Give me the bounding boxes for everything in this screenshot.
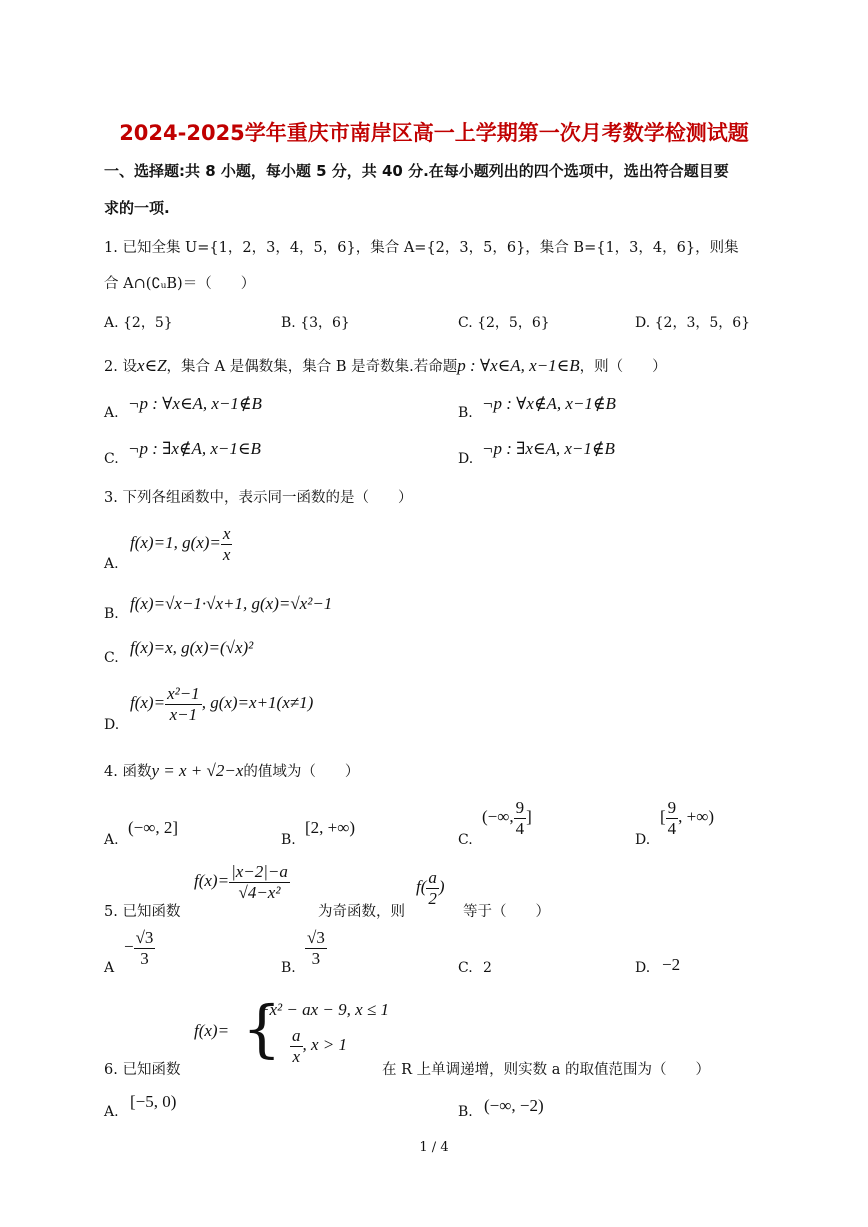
q1-option-b: B. {3，6} [281, 315, 350, 331]
q4-option-d: [ $\frac{9}{4}$ , +∞) [660, 798, 715, 838]
q1-stem-line2: 合 A∩(∁ᵤB)＝（ ） [104, 276, 256, 292]
q4-label-c: C. [458, 832, 473, 848]
q4-option-b: [2, +∞) [305, 818, 356, 837]
q1-stem-line1: 1. 已知全集 U={1，2，3，4，5，6}，集合 A={2，3，5，6}，集合 B={1，3，4，6}，则集 [104, 240, 739, 256]
q5-stem-pre: 5. 已知函数 [104, 904, 181, 920]
q6-stem-pre: 6. 已知函数 [104, 1062, 181, 1078]
q5-option-c: 2 [483, 960, 492, 976]
q1-option-a: A. {2，5} [104, 315, 173, 331]
q5-function: f(x)= $\frac{|x-2|-a}{\text{√4−x²}}$ [194, 862, 288, 902]
section-heading-line2: 求的一项. [104, 199, 170, 217]
q6-case1: −x² − ax − 9, x ≤ 1 [258, 1000, 389, 1019]
q1-option-d: D. {2，3，5，6} [635, 315, 751, 331]
q5-stem-post: 等于（ ） [463, 904, 550, 920]
q4-option-c: (−∞, $\frac{9}{4}$ ] [482, 798, 532, 838]
q3-option-b: f(x)=√x−1·√x+1, g(x)=√x²−1 [130, 594, 333, 613]
page-number: 1 / 4 [419, 1140, 449, 1155]
q3-label-c: C. [104, 650, 119, 666]
q6-option-a: [−5, 0) [130, 1092, 177, 1111]
q6-stem-post: 在 R 上单调递增，则实数 a 的取值范围为（ ） [382, 1062, 710, 1078]
q2-label-a: A. [104, 405, 119, 421]
q5-option-b: $\frac{√3}{3}$ [307, 928, 325, 968]
q5-label-a: A [104, 960, 115, 976]
q6-option-b: (−∞, −2) [484, 1096, 544, 1115]
piecewise-brace: { [242, 992, 282, 1065]
q4-option-a: (−∞, 2] [128, 818, 179, 837]
page-title: 2024-2025学年重庆市南岸区高一上学期第一次月考数学检测试题 [119, 121, 749, 145]
q5-label-b: B. [281, 960, 296, 976]
q1-option-c: C. {2，5，6} [458, 315, 550, 331]
q5-stem-mid: 为奇函数，则 [318, 904, 405, 920]
q2-option-c: ¬p : ∃x∉A, x−1∈B [128, 439, 261, 458]
q4-label-b: B. [281, 832, 296, 848]
q3-option-d: f(x)= $\frac{\text{x²−1}}{x-1}$ , g(x)=x+1(x≠1) [130, 684, 314, 724]
q6-f-lhs: f(x)= [194, 1021, 230, 1040]
section-heading-line1: 一、选择题:共 8 小题，每小题 5 分，共 40 分.在每小题列出的四个选项中，选出符合题目要 [104, 162, 729, 180]
q2-label-c: C. [104, 451, 119, 467]
q3-stem: 3. 下列各组函数中，表示同一函数的是（ ） [104, 490, 413, 506]
q4-label-a: A. [104, 832, 119, 848]
q5-option-a: − $\frac{√3}{3}$ [124, 928, 154, 968]
q2-option-a: ¬p : ∀x∈A, x−1∉B [128, 394, 262, 413]
q5-f-a-over-2: f( $\frac{a}{2}$ ) [416, 868, 445, 908]
q2-option-b: ¬p : ∀x∉A, x−1∉B [482, 394, 616, 413]
q2-stem: 2. 设x∈Z，集合 A 是偶数集，集合 B 是奇数集.若命题p : ∀x∈A, x−1∈B，则（ ） [104, 356, 667, 375]
q3-label-d: D. [104, 717, 120, 733]
q5-label-c: C. [458, 960, 473, 976]
q3-label-a: A. [104, 556, 119, 572]
q6-label-a: A. [104, 1104, 119, 1120]
q3-label-b: B. [104, 606, 119, 622]
q5-option-d: −2 [662, 955, 681, 974]
q3-option-a: f(x)=1, g(x)= $\frac{x}{x}$ [130, 524, 231, 564]
q5-label-d: D. [635, 960, 651, 976]
q6-case2: $\frac{a}{x}$ , x > 1 [292, 1026, 348, 1066]
q6-label-b: B. [458, 1104, 473, 1120]
q4-stem: 4. 函数y = x + √2−x的值域为（ ） [104, 761, 360, 780]
q2-label-d: D. [458, 451, 474, 467]
q3-option-c: f(x)=x, g(x)=(√x)² [130, 638, 254, 657]
q2-label-b: B. [458, 405, 473, 421]
q4-label-d: D. [635, 832, 651, 848]
q2-option-d: ¬p : ∃x∈A, x−1∉B [482, 439, 615, 458]
